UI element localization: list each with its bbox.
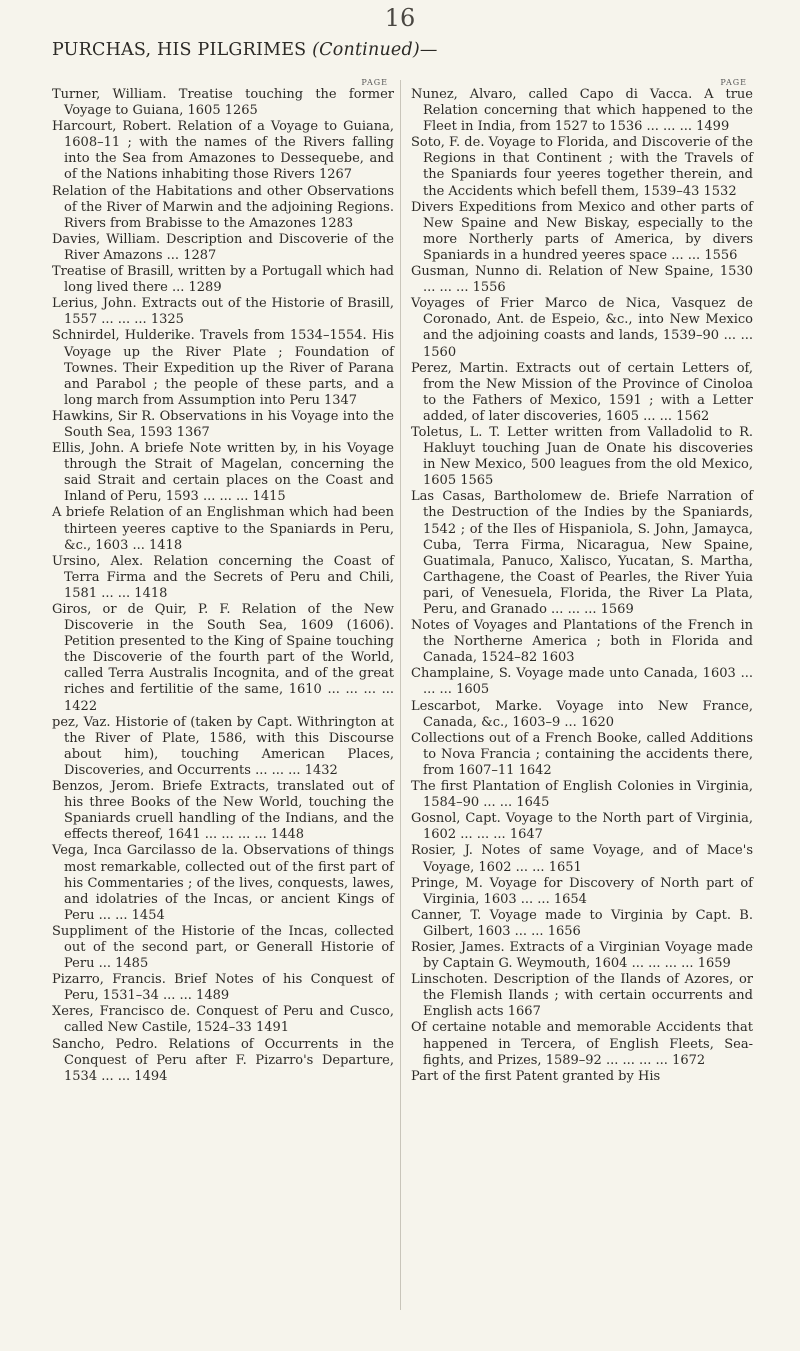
catalogue-entry [411, 1069, 753, 1085]
entry-text: pez, Vaz. Historie of (taken by Capt. Withrington at the River of Plate, 1586, with this Discourse about him), touching American Places, Discoveries, and Occurrents ... ... ... [52, 714, 394, 778]
entry-page-number: 1659 [697, 956, 731, 972]
entry-text: Relation of the Habitations and other Observations of the River of Marwin and the adjoining Regions. Rivers from Brabisse to the Amazones [52, 183, 394, 231]
entry-page-number: 1647 [509, 827, 543, 843]
entry-page-number: 1532 [703, 183, 737, 199]
entry-text: Treatise of Brasill, written by a Portugall which had long lived there ... [52, 264, 394, 296]
catalogue-entry [52, 232, 394, 264]
entry-text: Perez, Martin. Extracts out of certain Letters of, from the New Mission of the Province of Cinoloa to the Fathers of Mexico, 1591 ; with a Letter added, of later discoveries, 1605 ... ... [411, 360, 753, 424]
catalogue-entry [411, 908, 753, 940]
entry-page-number: 1556 [472, 280, 506, 296]
entry-page-number: 1494 [134, 1068, 168, 1084]
heading-continued: (Continued)— [312, 40, 438, 60]
entry-text: Pringe, M. Voyage for Discovery of North part of Virginia, 1603 ... ... [411, 875, 753, 907]
catalogue-entry [52, 409, 394, 441]
page-column-label: PAGE [361, 78, 388, 87]
page-number: 16 [384, 4, 416, 32]
entry-text: Sancho, Pedro. Relations of Occurrents in the Conquest of Peru after F. Pizarro's Departure, 1534 ... ... [52, 1036, 394, 1084]
catalogue-entry [411, 1020, 753, 1068]
entry-page-number: 1454 [131, 907, 165, 923]
catalogue-entry [52, 1037, 394, 1085]
entry-text: Ursino, Alex. Relation concerning the Coast of Terra Firma and the Secrets of Peru and Chili, 1581 ... ... [52, 553, 394, 601]
catalogue-entry [411, 135, 753, 199]
catalogue-entry [411, 666, 753, 698]
entry-page-number: 1367 [176, 424, 210, 440]
catalogue-entry [411, 618, 753, 666]
entry-page-number: 1499 [696, 119, 730, 135]
entry-text: Hawkins, Sir R. Observations in his Voyage into the South Sea, 1593 [52, 408, 394, 440]
right-entry-list [411, 87, 753, 1085]
catalogue-entry [52, 715, 394, 779]
entry-text: Las Casas, Bartholomew de. Briefe Narration of the Destruction of the Indies by the Spaniards, 1542 ; of the Iles of Hispaniola, S. John, Jamayca, Cuba, Terra Firma, Nicaragua, New Spaine, Guatimala, Panuco, Xalisco, Yucatan, S. Martha, Carthagene, the Coast of Pearles, the River Yuia pari, of Venesuela, Florida, the River La Plata, Peru, and Granado ... ... ... [411, 489, 753, 617]
entry-text: Rosier, J. Notes of same Voyage, and of Mace's Voyage, 1602 ... ... [411, 843, 753, 875]
entry-text: Rosier, James. Extracts of a Virginian Voyage made by Captain G. Weymouth, 1604 ... ... ... ... [411, 939, 753, 972]
catalogue-entry [411, 425, 753, 489]
entry-page-number: 1562 [676, 408, 710, 424]
entry-page-number: 1560 [423, 344, 457, 360]
entry-page-number: 1645 [516, 795, 550, 811]
catalogue-entry [52, 296, 394, 328]
entry-text: A briefe Relation of an Englishman which had been thirteen yeeres captive to the Spaniards in Peru, &c., 1603 ... [52, 505, 394, 553]
catalogue-entry [411, 87, 753, 135]
entry-page-number: 1605 [456, 682, 490, 698]
entry-text: Gusman, Nunno di. Relation of New Spaine, 1530 ... ... ... [411, 264, 753, 296]
entry-page-number: 1656 [547, 923, 581, 939]
entry-text: Turner, William. Treatise touching the former Voyage to Guiana, 1605 [52, 87, 394, 119]
entry-text: Lerius, John. Extracts out of the Historie of Brasill, 1557 ... ... ... [52, 296, 394, 328]
catalogue-entry [411, 876, 753, 908]
entry-text: Giros, or de Quir, P. F. Relation of the New Discoverie in the South Sea, 1609 (1606). Petition presented to the King of Spaine touching the Discoverie of the fourth part of the World, called Terra Australis Incognita, and of the great riches and fertilitie of the same, 1610 ... ... ... ... [52, 602, 394, 698]
entry-text: Harcourt, Robert. Relation of a Voyage to Guiana, 1608–11 ; with the names of the Rivers falling into the Sea from Amazones to Dessequebe, and of the Nations inhabiting those Rivers [52, 119, 394, 183]
catalogue-entry [411, 200, 753, 264]
entry-page-number: 1418 [134, 585, 168, 601]
entry-page-number: 1565 [460, 473, 494, 489]
entry-text: Of certaine notable and memorable Accidents that happened in Tercera, of English Fleets, Sea-fights, and Prizes, 1589–92 ... ... ... ... [411, 1020, 753, 1068]
entry-page-number: 1283 [320, 215, 354, 231]
entry-page-number: 1415 [252, 489, 286, 505]
catalogue-entry [411, 779, 753, 811]
catalogue-entry [52, 328, 394, 408]
catalogue-entry [411, 972, 753, 1020]
entry-text: Davies, William. Description and Discoverie of the River Amazons ... [52, 231, 394, 263]
entry-text: Ellis, John. A briefe Note written by, in his Voyage through the Strait of Magelan, concerning the said Strait and certain places on the Coast and Inland of Peru, 1593 ... ... ... [52, 441, 394, 505]
catalogue-entry [52, 924, 394, 972]
catalogue-entry [411, 843, 753, 875]
catalogue-entry [52, 1004, 394, 1036]
catalogue-entry [52, 505, 394, 553]
entry-page-number: 1603 [541, 650, 575, 666]
page-column-label: PAGE [720, 78, 747, 87]
entry-text: Part of the first Patent granted by His [411, 1068, 661, 1084]
entry-page-number: 1489 [196, 988, 230, 1004]
entry-text: Lescarbot, Marke. Voyage into New France, Canada, &c., 1603–9 ... [411, 698, 753, 730]
catalogue-entry [52, 972, 394, 1004]
entry-page-number: 1485 [115, 956, 149, 972]
entry-text: Nunez, Alvaro, called Capo di Vacca. A true Relation concerning that which happened to the Fleet in India, from 1527 to 1536 ... ... ... [411, 87, 753, 135]
entry-text: Benzos, Jerom. Briefe Extracts, translated out of his three Books of the New World, touching the Spaniards cruell handling of the Indians, and the effects thereof, 1641 ... ... ... ... [52, 779, 394, 843]
entry-text: Vega, Inca Garcilasso de la. Observations of things most remarkable, collected out of the first part of his Commentaries ; of the lives, conquests, lawes, and idolatries of the Incas, or ancient Kings of Peru ... ... [52, 843, 394, 923]
entry-text: Divers Expeditions from Mexico and other parts of New Spaine and New Biskay, especially to the more Northerly parts of America, by divers Spaniards in a hundred yeeres space ... ... [411, 199, 753, 263]
catalogue-entry [411, 940, 753, 972]
catalogue-entry [411, 811, 753, 843]
catalogue-entry [411, 296, 753, 360]
catalogue-entry [52, 554, 394, 602]
entry-text: Suppliment of the Historie of the Incas, collected out of the second part, or Generall Historie of Peru ... [52, 923, 394, 972]
entry-page-number: 1432 [304, 762, 338, 778]
catalogue-entry [52, 843, 394, 923]
catalogue-entry [52, 441, 394, 505]
entry-text: Schnirdel, Hulderike. Travels from 1534–1554. His Voyage up the River Plate ; Foundation of Townes. Their Expedition up the River of Parana and Parabol ; the people of these parts, and a long march from Assumption into Peru [52, 328, 394, 408]
entry-text: Canner, T. Voyage made to Virginia by Capt. B. Gilbert, 1603 ... ... [411, 907, 753, 939]
entry-page-number: 1556 [704, 247, 738, 263]
entry-text: Linschoten. Description of the Ilands of Azores, or the Flemish Ilands ; with certain occurrents and English acts [411, 972, 753, 1020]
catalogue-entry [411, 699, 753, 731]
catalogue-entry [411, 731, 753, 779]
catalogue-entry [52, 87, 394, 119]
entry-page-number: 1654 [553, 891, 587, 907]
entry-text: Soto, F. de. Voyage to Florida, and Discoverie of the Regions in that Continent ; with the Travels of the Spaniards four yeeres together therein, and the Accidents which befell them, 1539–43 [411, 135, 753, 199]
entry-page-number: 1569 [600, 602, 634, 617]
entry-page-number: 1651 [548, 859, 582, 875]
entry-text: Notes of Voyages and Plantations of the French in the Northerne America ; both in Florida and Canada, 1524–82 [411, 618, 753, 666]
catalogue-entry [411, 361, 753, 425]
catalogue-entry [52, 264, 394, 296]
column-divider [400, 80, 401, 1310]
entry-page-number: 1325 [150, 312, 184, 328]
entry-text: Voyages of Frier Marco de Nica, Vasquez de Coronado, Ant. de Espeio, &c., into New Mexico and the adjoining coasts and lands, 1539–90 ... ... [411, 296, 753, 344]
entry-text: Xeres, Francisco de. Conquest of Peru and Cusco, called New Castile, 1524–33 [52, 1004, 394, 1036]
page-heading [52, 40, 772, 60]
catalogue-entry [411, 264, 753, 296]
catalogue-entry [52, 602, 394, 715]
entry-text: Champlaine, S. Voyage made unto Canada, 1603 ... ... ... [411, 666, 753, 698]
catalogue-entry [52, 779, 394, 843]
entry-page-number: 1491 [255, 1020, 290, 1036]
entry-page-number: 1448 [270, 827, 305, 843]
entry-page-number: 1289 [188, 280, 222, 296]
catalogue-entry [52, 119, 394, 183]
entry-page-number: 1422 [64, 698, 98, 714]
catalogue-entry [411, 489, 753, 618]
left-entry-list [52, 87, 394, 1085]
heading-main: PURCHAS, HIS PILGRIMES [52, 40, 307, 60]
entry-page-number: 1667 [507, 1004, 541, 1020]
left-column [52, 78, 394, 1085]
entry-text: Pizarro, Francis. Brief Notes of his Conquest of Peru, 1531–34 ... ... [52, 972, 394, 1004]
entry-text: Collections out of a French Booke, called Additions to Nova Francia ; containing the accidents there, from 1607–11 [411, 730, 753, 778]
entry-page-number: 1418 [149, 537, 183, 553]
catalogue-entry [52, 184, 394, 232]
entry-text: Toletus, L. T. Letter written from Valladolid to R. Hakluyt touching Juan de Onate his discoveries in New Mexico, 500 leagues from the old Mexico, 1605 [411, 424, 753, 489]
entry-page-number: 1265 [224, 103, 258, 119]
entry-page-number: 1672 [672, 1052, 706, 1068]
entry-text: The first Plantation of English Colonies in Virginia, 1584–90 ... ... [411, 779, 753, 811]
entry-text: Gosnol, Capt. Voyage to the North part of Virginia, 1602 ... ... ... [411, 811, 753, 843]
entry-page-number: 1267 [318, 167, 353, 183]
entry-page-number: 1287 [183, 247, 217, 263]
entry-page-number: 1620 [580, 714, 615, 730]
entry-page-number: 1347 [323, 392, 358, 408]
entry-page-number: 1642 [518, 762, 552, 778]
right-column [411, 78, 753, 1085]
